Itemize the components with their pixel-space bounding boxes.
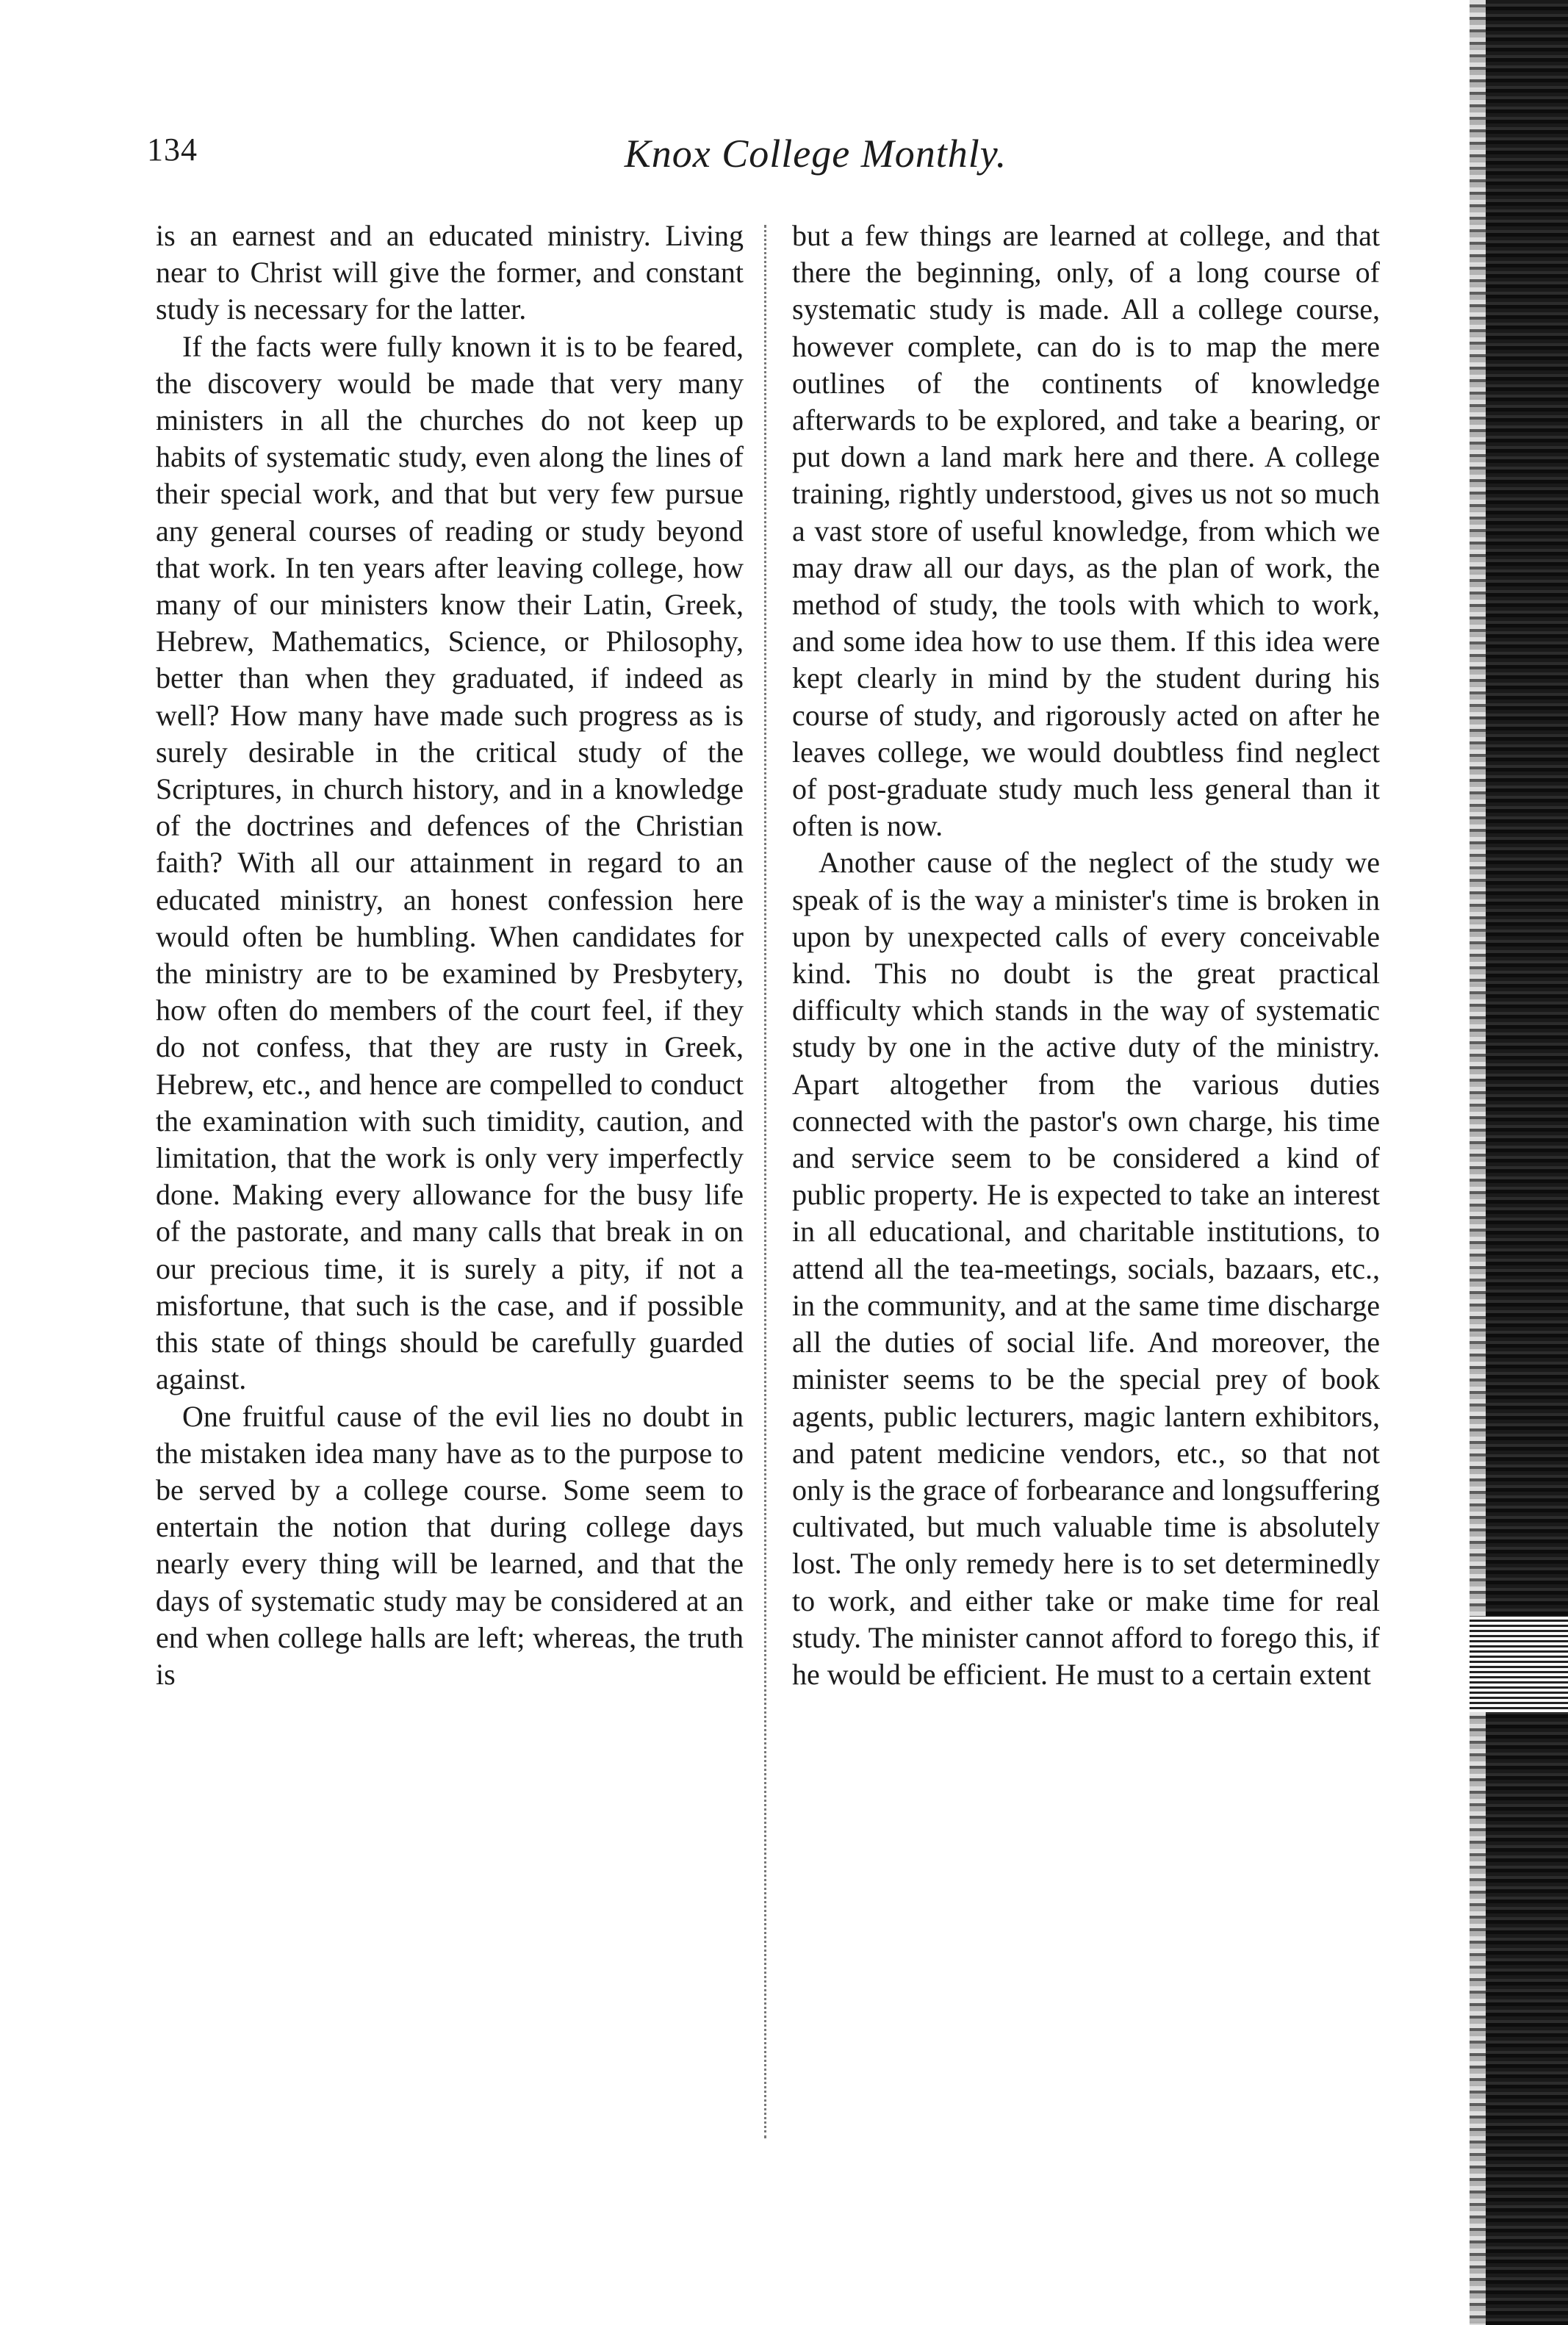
- page-number: 134: [147, 132, 198, 168]
- paragraph: If the facts were fully known it is to be feared, the discovery would be made that very many ministers in all the churches do not keep up habits of systematic study, even along the lines of their special work, and that but very few pursue any general courses of reading or study beyond that work. In ten years after leaving college, how many of our ministers know their Latin, Greek, Hebrew, Mathematics, Science, or Philosophy, better than when they graduated, if indeed as well? How many have made such progress as is surely desirable in the critical study of the Scriptures, in church history, and in a knowledge of the doctrines and defences of the Christian faith? With all our attainment in regard to an educated ministry, an honest confession here would often be humbling. When candidates for the ministry are to be examined by Presbytery, how often do members of the court feel, if they do not confess, that they are rusty in Greek, Hebrew, etc., and hence are compelled to conduct the examination with such timidity, caution, and limitation, that the work is only very imperfectly done. Making every allowance for the busy life of the pastorate, and many calls that break in on our precious time, it is surely a pity, if not a misfortune, that such is the case, and if possible this state of things should be carefully guarded against.: [156, 329, 744, 1396]
- left-column: [156, 218, 744, 1693]
- scanned-page-edge: [1470, 0, 1568, 2325]
- running-title: Knox College Monthly.: [624, 132, 1007, 176]
- right-column: [792, 218, 1380, 1693]
- paragraph: Another cause of the neglect of the study we speak of is the way a minister's time is broken in upon by unexpected calls of every conceivable kind. This no doubt is the great practical difficulty which stands in the way of systematic study by one in the active duty of the ministry. Apart altogether from the various duties connected with the pastor's own charge, his time and service seem to be considered a kind of public property. He is expected to take an interest in all educational, and charitable institutions, to attend all the tea-meetings, socials, bazaars, etc., in the community, and at the same time discharge all the duties of social life. And moreover, the minister seems to be the special prey of book agents, public lecturers, magic lantern exhibitors, and patent medicine vendors, etc., so that not only is the grace of forbearance and longsuffering cultivated, but much valuable time is absolutely lost. The only remedy here is to set determinedly to work, and either take or make time for real study. The minister cannot afford to forego this, if he would be efficient. He must to a certain extent: [792, 846, 1380, 1691]
- column-divider: [764, 225, 766, 2138]
- paragraph: but a few things are learned at college, and that there the beginning, only, of a long course of systematic study is made. All a college course, however complete, can do is to map the mere outlines of the continents of knowledge afterwards to be explored, and take a bearing, or put down a land mark here and there. A college training, rightly understood, gives us not so much a vast store of useful knowledge, from which we may draw all our days, as the plan of work, the method of study, the tools with which to work, and some idea how to use them. If this idea were kept clearly in mind by the student during his course of study, and rigorously acted on after he leaves college, we would doubtless find neglect of post-graduate study much less general than it often is now.: [792, 219, 1380, 843]
- page-header: [147, 131, 1411, 190]
- paragraph: One fruitful cause of the evil lies no doubt in the mistaken idea many have as to the purpose to be served by a college course. Some seem to entertain the notion that during college days nearly every thing will be learned, and that the days of systematic study may be considered at an end when college halls are left; whereas, the truth is: [156, 1399, 744, 1691]
- paragraph: is an earnest and an educated ministry. Living near to Christ will give the former, and constant study is necessary for the latter.: [156, 219, 744, 326]
